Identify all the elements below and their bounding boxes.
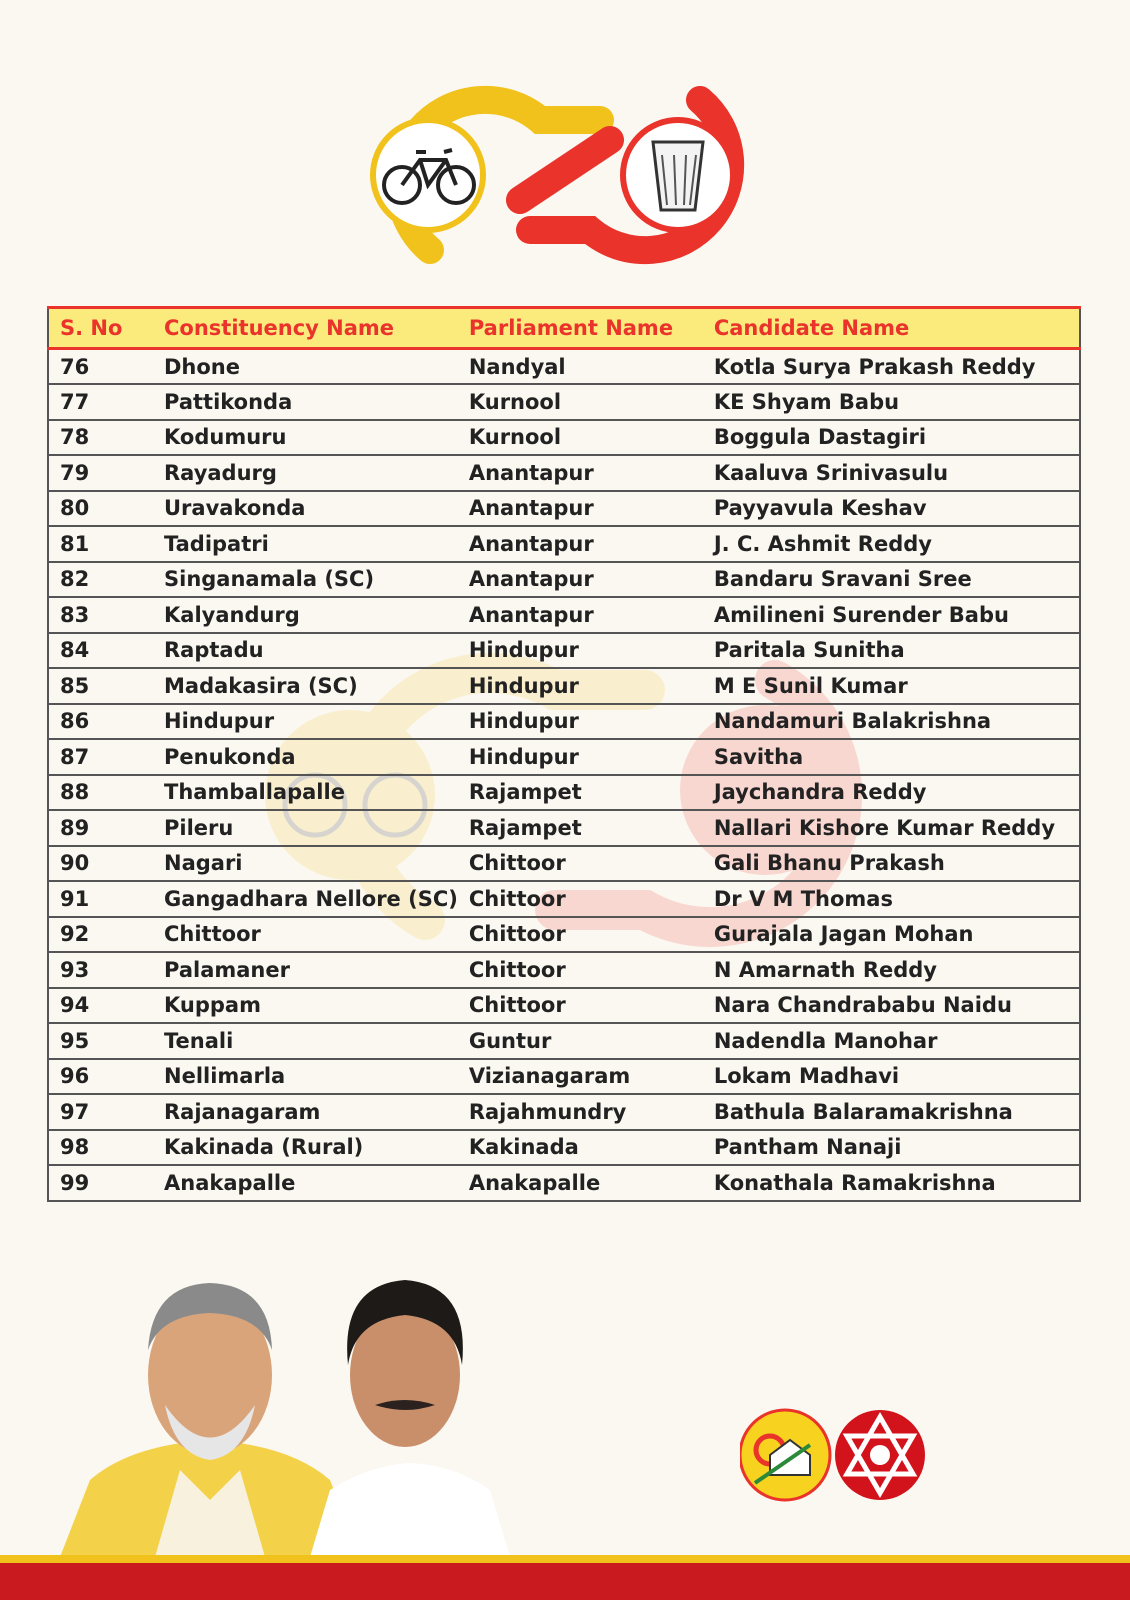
table-row — [48, 349, 1080, 385]
table-row — [48, 1094, 1080, 1130]
table-row — [48, 1130, 1080, 1166]
table-row — [48, 739, 1080, 775]
cell-sno: 85 — [48, 668, 153, 704]
alliance-logo — [370, 80, 760, 270]
cell-sno: 96 — [48, 1059, 153, 1095]
cell-parliament: Anantapur — [458, 491, 703, 527]
cell-parliament: Anantapur — [458, 455, 703, 491]
cell-candidate: Amilineni Surender Babu — [703, 597, 1080, 633]
table-row — [48, 952, 1080, 988]
cell-constituency: Kakinada (Rural) — [153, 1130, 458, 1166]
cell-constituency: Kuppam — [153, 988, 458, 1024]
table-row — [48, 917, 1080, 953]
cell-sno: 97 — [48, 1094, 153, 1130]
cell-constituency: Kodumuru — [153, 420, 458, 456]
leader-photo-right — [310, 1280, 510, 1557]
table-row — [48, 562, 1080, 598]
cell-parliament: Rajampet — [458, 775, 703, 811]
cell-parliament: Guntur — [458, 1023, 703, 1059]
candidate-table — [47, 306, 1081, 1202]
cell-candidate: Paritala Sunitha — [703, 633, 1080, 669]
cell-constituency: Nagari — [153, 846, 458, 882]
cell-candidate: Gali Bhanu Prakash — [703, 846, 1080, 882]
cell-candidate: Nandamuri Balakrishna — [703, 704, 1080, 740]
cell-candidate: M E Sunil Kumar — [703, 668, 1080, 704]
leader-photos — [60, 1265, 620, 1557]
table-row — [48, 491, 1080, 527]
leader-photo-left — [60, 1283, 360, 1557]
cell-sno: 78 — [48, 420, 153, 456]
cell-candidate: Konathala Ramakrishna — [703, 1165, 1080, 1201]
cell-parliament: Chittoor — [458, 952, 703, 988]
cell-parliament: Kakinada — [458, 1130, 703, 1166]
cell-sno: 76 — [48, 349, 153, 385]
janasena-logo-icon — [835, 1410, 925, 1500]
cell-constituency: Thamballapalle — [153, 775, 458, 811]
cell-candidate: KE Shyam Babu — [703, 384, 1080, 420]
cell-parliament: Rajahmundry — [458, 1094, 703, 1130]
cell-constituency: Singanamala (SC) — [153, 562, 458, 598]
cell-candidate: J. C. Ashmit Reddy — [703, 526, 1080, 562]
cell-constituency: Pattikonda — [153, 384, 458, 420]
table-row — [48, 810, 1080, 846]
table-header-row — [48, 308, 1080, 349]
cell-sno: 88 — [48, 775, 153, 811]
cell-candidate: Kotla Surya Prakash Reddy — [703, 349, 1080, 385]
cell-candidate: Gurajala Jagan Mohan — [703, 917, 1080, 953]
cell-candidate: Payyavula Keshav — [703, 491, 1080, 527]
cell-candidate: Bandaru Sravani Sree — [703, 562, 1080, 598]
table-row — [48, 1165, 1080, 1201]
tdp-logo-icon — [740, 1410, 830, 1500]
party-logos — [740, 1405, 960, 1505]
table-row — [48, 704, 1080, 740]
cell-parliament: Anantapur — [458, 562, 703, 598]
cell-constituency: Uravakonda — [153, 491, 458, 527]
cell-parliament: Kurnool — [458, 384, 703, 420]
table-row — [48, 597, 1080, 633]
cell-parliament: Chittoor — [458, 917, 703, 953]
table-row — [48, 633, 1080, 669]
cell-parliament: Anantapur — [458, 597, 703, 633]
header-constituency: Constituency Name — [153, 308, 458, 349]
table-row — [48, 846, 1080, 882]
cell-candidate: Bathula Balaramakrishna — [703, 1094, 1080, 1130]
cell-candidate: Pantham Nanaji — [703, 1130, 1080, 1166]
cell-sno: 89 — [48, 810, 153, 846]
cell-sno: 86 — [48, 704, 153, 740]
cell-parliament: Rajampet — [458, 810, 703, 846]
cell-constituency: Penukonda — [153, 739, 458, 775]
glass-symbol-icon — [623, 120, 733, 230]
cell-candidate: Nallari Kishore Kumar Reddy — [703, 810, 1080, 846]
cell-parliament: Vizianagaram — [458, 1059, 703, 1095]
cell-parliament: Chittoor — [458, 988, 703, 1024]
cell-constituency: Pileru — [153, 810, 458, 846]
table-row — [48, 1059, 1080, 1095]
cell-sno: 84 — [48, 633, 153, 669]
header-parliament: Parliament Name — [458, 308, 703, 349]
cell-candidate: Lokam Madhavi — [703, 1059, 1080, 1095]
cell-sno: 83 — [48, 597, 153, 633]
bottom-bar — [0, 1555, 1130, 1600]
cell-sno: 79 — [48, 455, 153, 491]
cell-parliament: Hindupur — [458, 668, 703, 704]
cell-constituency: Chittoor — [153, 917, 458, 953]
cell-sno: 81 — [48, 526, 153, 562]
cell-candidate: Dr V M Thomas — [703, 881, 1080, 917]
cell-candidate: Nadendla Manohar — [703, 1023, 1080, 1059]
table-row — [48, 526, 1080, 562]
table-row — [48, 881, 1080, 917]
cell-sno: 98 — [48, 1130, 153, 1166]
cell-constituency: Rayadurg — [153, 455, 458, 491]
cell-sno: 87 — [48, 739, 153, 775]
cell-parliament: Chittoor — [458, 881, 703, 917]
table-row — [48, 775, 1080, 811]
cell-parliament: Anakapalle — [458, 1165, 703, 1201]
cell-sno: 82 — [48, 562, 153, 598]
cell-sno: 90 — [48, 846, 153, 882]
cell-candidate: Savitha — [703, 739, 1080, 775]
table-row — [48, 384, 1080, 420]
cell-parliament: Kurnool — [458, 420, 703, 456]
table-row — [48, 988, 1080, 1024]
cell-sno: 80 — [48, 491, 153, 527]
cell-candidate: Boggula Dastagiri — [703, 420, 1080, 456]
cell-sno: 77 — [48, 384, 153, 420]
header-candidate: Candidate Name — [703, 308, 1080, 349]
cell-constituency: Rajanagaram — [153, 1094, 458, 1130]
table-row — [48, 668, 1080, 704]
cell-parliament: Hindupur — [458, 739, 703, 775]
table-row — [48, 455, 1080, 491]
cell-candidate: N Amarnath Reddy — [703, 952, 1080, 988]
cell-sno: 93 — [48, 952, 153, 988]
cell-constituency: Hindupur — [153, 704, 458, 740]
cell-candidate: Jaychandra Reddy — [703, 775, 1080, 811]
cell-candidate: Kaaluva Srinivasulu — [703, 455, 1080, 491]
cell-sno: 91 — [48, 881, 153, 917]
cell-constituency: Tadipatri — [153, 526, 458, 562]
candidate-table-container — [47, 306, 1081, 1202]
cell-sno: 99 — [48, 1165, 153, 1201]
cell-parliament: Chittoor — [458, 846, 703, 882]
cell-constituency: Anakapalle — [153, 1165, 458, 1201]
cycle-symbol-icon — [373, 120, 483, 230]
cell-constituency: Palamaner — [153, 952, 458, 988]
cell-parliament: Hindupur — [458, 633, 703, 669]
cell-constituency: Tenali — [153, 1023, 458, 1059]
cell-parliament: Anantapur — [458, 526, 703, 562]
cell-constituency: Kalyandurg — [153, 597, 458, 633]
cell-parliament: Hindupur — [458, 704, 703, 740]
cell-constituency: Gangadhara Nellore (SC) — [153, 881, 458, 917]
cell-constituency: Raptadu — [153, 633, 458, 669]
cell-candidate: Nara Chandrababu Naidu — [703, 988, 1080, 1024]
table-row — [48, 1023, 1080, 1059]
cell-constituency: Nellimarla — [153, 1059, 458, 1095]
cell-parliament: Nandyal — [458, 349, 703, 385]
cell-sno: 95 — [48, 1023, 153, 1059]
header-sno: S. No — [48, 308, 153, 349]
cell-sno: 94 — [48, 988, 153, 1024]
cell-constituency: Madakasira (SC) — [153, 668, 458, 704]
cell-sno: 92 — [48, 917, 153, 953]
cell-constituency: Dhone — [153, 349, 458, 385]
table-row — [48, 420, 1080, 456]
